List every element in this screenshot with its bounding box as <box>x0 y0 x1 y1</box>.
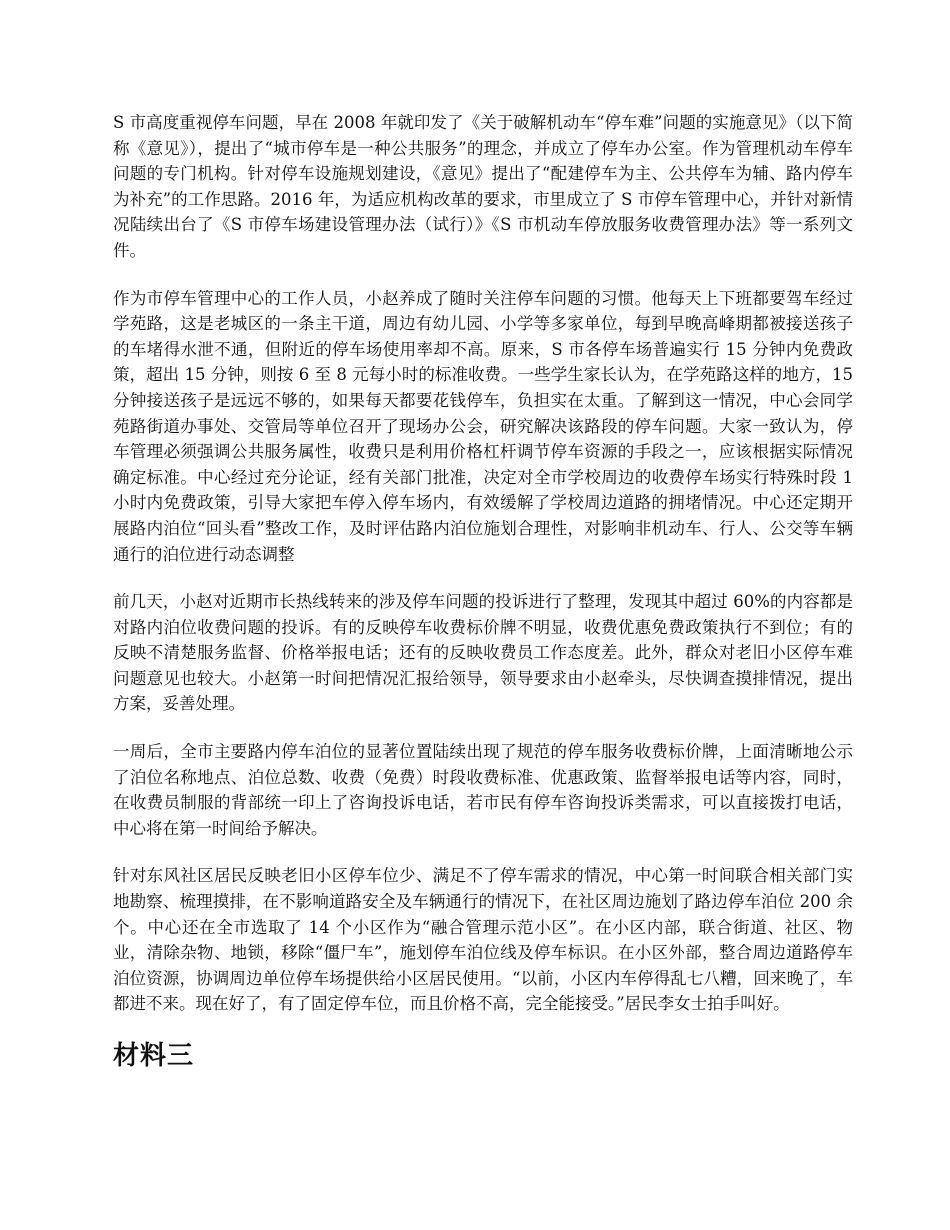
paragraph-2: 作为市停车管理中心的工作人员，小赵养成了随时关注停车问题的习惯。他每天上下班都要驾车经过学苑路，这是老城区的一条主干道，周边有幼儿园、小学等多家单位，每到早晚高峰期都被接送孩子的车堵得水泄不通，但附近的停车场使用率却不高。原来，S 市各停车场普遍实行 15 分钟内免费政策，超出 15 分钟，则按 6 至 8 元每小时的标准收费。一些学生家长认为，在学苑路这样的地方，15 分钟接送孩子是远远不够的，如果每天都要花钱停车，负担实在太重。了解到这一情况，中心会同学苑路街道办事处、交管局等单位召开了现场办公会，研究解决该路段的停车问题。大家一致认为，停车管理必须强调公共服务属性，收费只是利用价格杠杆调节停车资源的手段之一，应该根据实际情况确定标准。中心经过充分论证，经有关部门批准，决定对全市学校周边的收费停车场实行特殊时段 1 小时内免费政策，引导大家把车停入停车场内，有效缓解了学校周边道路的拥堵情况。中心还定期开展路内泊位“回头看”整改工作，及时评估路内泊位施划合理性，对影响非机动车、行人、公交等车辆通行的泊位进行动态调整 <box>113 288 853 564</box>
document-page <box>113 110 853 1073</box>
paragraph-4: 一周后，全市主要路内停车泊位的显著位置陆续出现了规范的停车服务收费标价牌，上面清晰地公示了泊位名称地点、泊位总数、收费（免费）时段收费标准、优惠政策、监督举报电话等内容，同时，在收费员制服的背部统一印上了咨询投诉电话，若市民有停车咨询投诉类需求，可以直接拨打电话，中心将在第一时间给予解决。 <box>113 742 853 838</box>
paragraph-1: S 市高度重视停车问题，早在 2008 年就印发了《关于破解机动车“停车难”问题的实施意见》（以下简称《意见》），提出了“城市停车是一种公共服务”的理念，并成立了停车办公室。作为管理机动车停车问题的专门机构。针对停车设施规划建设，《意见》提出了“配建停车为主、公共停车为辅、路内停车为补充”的工作思路。2016 年，为适应机构改革的要求，市里成立了 S 市停车管理中心，并针对新情况陆续出台了《S 市停车场建设管理办法（试行）》《S 市机动车停放服务收费管理办法》等一系列文件。 <box>113 113 853 260</box>
paragraph-3: 前几天，小赵对近期市长热线转来的涉及停车问题的投诉进行了整理，发现其中超过 60%的内容都是对路内泊位收费问题的投诉。有的反映停车收费标价牌不明显，收费优惠免费政策执行不到位；有的反映不清楚服务监督、价格举报电话；还有的反映收费员工作态度差。此外，群众对老旧小区停车难问题意见也较大。小赵第一时间把情况汇报给领导，领导要求由小赵牵头，尽快调查摸排情况，提出方案，妥善处理。 <box>113 592 853 714</box>
section-heading: 材料三 <box>113 1041 195 1071</box>
paragraph-5: 针对东风社区居民反映老旧小区停车位少、满足不了停车需求的情况，中心第一时间联合相关部门实地勘察、梳理摸排，在不影响道路安全及车辆通行的情况下，在社区周边施划了路边停车泊位 200 余个。中心还在全市选取了 14 个小区作为“融合管理示范小区”。在小区内部，联合街道、社区、物业，清除杂物、地锁，移除“僵尸车”，施划停车泊位线及停车标识。在小区外部，整合周边道路停车泊位资源，协调周边单位停车场提供给小区居民使用。“以前，小区内车停得乱七八糟，回来晚了，车都进不来。现在好了，有了固定停车位，而且价格不高，完全能接受。”居民李女士拍手叫好。 <box>113 866 853 1014</box>
